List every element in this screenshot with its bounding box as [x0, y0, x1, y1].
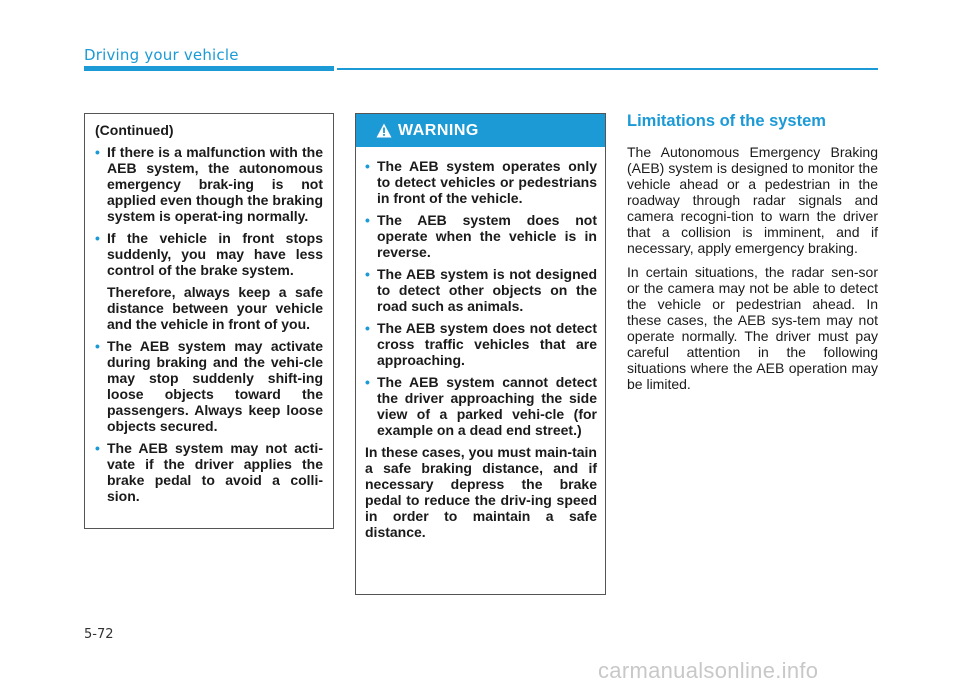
limitations-paragraph: The Autonomous Emergency Braking (AEB) system is designed to monitor the vehicle ahead or a pedestrian in the roadway through radar signals and camera recogni-tion to warn the driver that a collision is imminent, and if necessary, apply emergency braking. [627, 144, 878, 256]
list-item [95, 144, 323, 224]
warning-footer-text: In these cases, you must main-tain a safe braking distance, and if necessary depress the brake pedal to reduce the driv-ing speed in order to maintain a safe distance. [365, 444, 597, 540]
list-item [95, 338, 323, 434]
list-item-text: The AEB system does not operate when the vehicle is in reverse. [377, 212, 597, 260]
limitations-paragraph: In certain situations, the radar sen-sor or the camera may not be able to detect the vehicle or pedestrian ahead. In these cases, the AEB sys-tem may not operate normally. The driver must pay careful attention in the following situations where the AEB operation may be limited. [627, 264, 878, 392]
continued-heading: (Continued) [95, 122, 174, 138]
list-item [365, 158, 597, 206]
warning-title: WARNING [398, 121, 479, 139]
bullet-icon: • [365, 374, 370, 390]
list-item [365, 320, 597, 368]
list-item-text: The AEB system operates only to detect vehicles or pedestrians in front of the vehicle. [377, 158, 597, 206]
warning-list [365, 158, 597, 438]
header-rule-thick [84, 66, 334, 71]
section-title: Driving your vehicle [84, 46, 239, 64]
warning-content [356, 147, 605, 540]
list-item-text: The AEB system may not acti-vate if the driver applies the brake pedal to avoid a colli-sion. [107, 440, 323, 504]
bullet-icon: • [365, 266, 370, 282]
list-item-subtext: Therefore, always keep a safe distance between your vehicle and the vehicle in front of you. [107, 284, 323, 332]
warning-triangle-icon [376, 123, 392, 138]
bullet-icon: • [95, 144, 100, 160]
list-item-text: The AEB system may activate during braking and the vehi-cle may stop suddenly shift-ing loose objects toward the passengers. Always keep loose objects secured. [107, 338, 323, 434]
list-item-text: If the vehicle in front stops suddenly, you may have less control of the brake system. [107, 230, 323, 278]
list-item [365, 266, 597, 314]
bullet-icon: • [95, 338, 100, 354]
warning-box [355, 113, 606, 595]
continued-list [95, 144, 323, 504]
header-rule-thin [337, 68, 878, 70]
list-item [365, 212, 597, 260]
continued-box [84, 113, 334, 529]
bullet-icon: • [95, 440, 100, 456]
list-item-text: The AEB system does not detect cross traffic vehicles that are approaching. [377, 320, 597, 368]
list-item [365, 374, 597, 438]
warning-header [356, 114, 605, 147]
bullet-icon: • [95, 230, 100, 246]
page-number: 5-72 [84, 627, 114, 642]
watermark: carmanualsonline.info [598, 658, 819, 683]
list-item-text: The AEB system cannot detect the driver approaching the side view of a parked vehi-cle (for example on a dead end street.) [377, 374, 597, 438]
list-item-text: If there is a malfunction with the AEB system, the autonomous emergency brak-ing is not applied even though the braking system is operat-ing normally. [107, 144, 323, 224]
list-item [95, 440, 323, 504]
limitations-title: Limitations of the system [627, 112, 826, 130]
list-item [95, 230, 323, 332]
list-item-text: The AEB system is not designed to detect other objects on the road such as animals. [377, 266, 597, 314]
limitations-section [627, 112, 878, 400]
bullet-icon: • [365, 158, 370, 174]
bullet-icon: • [365, 320, 370, 336]
bullet-icon: • [365, 212, 370, 228]
